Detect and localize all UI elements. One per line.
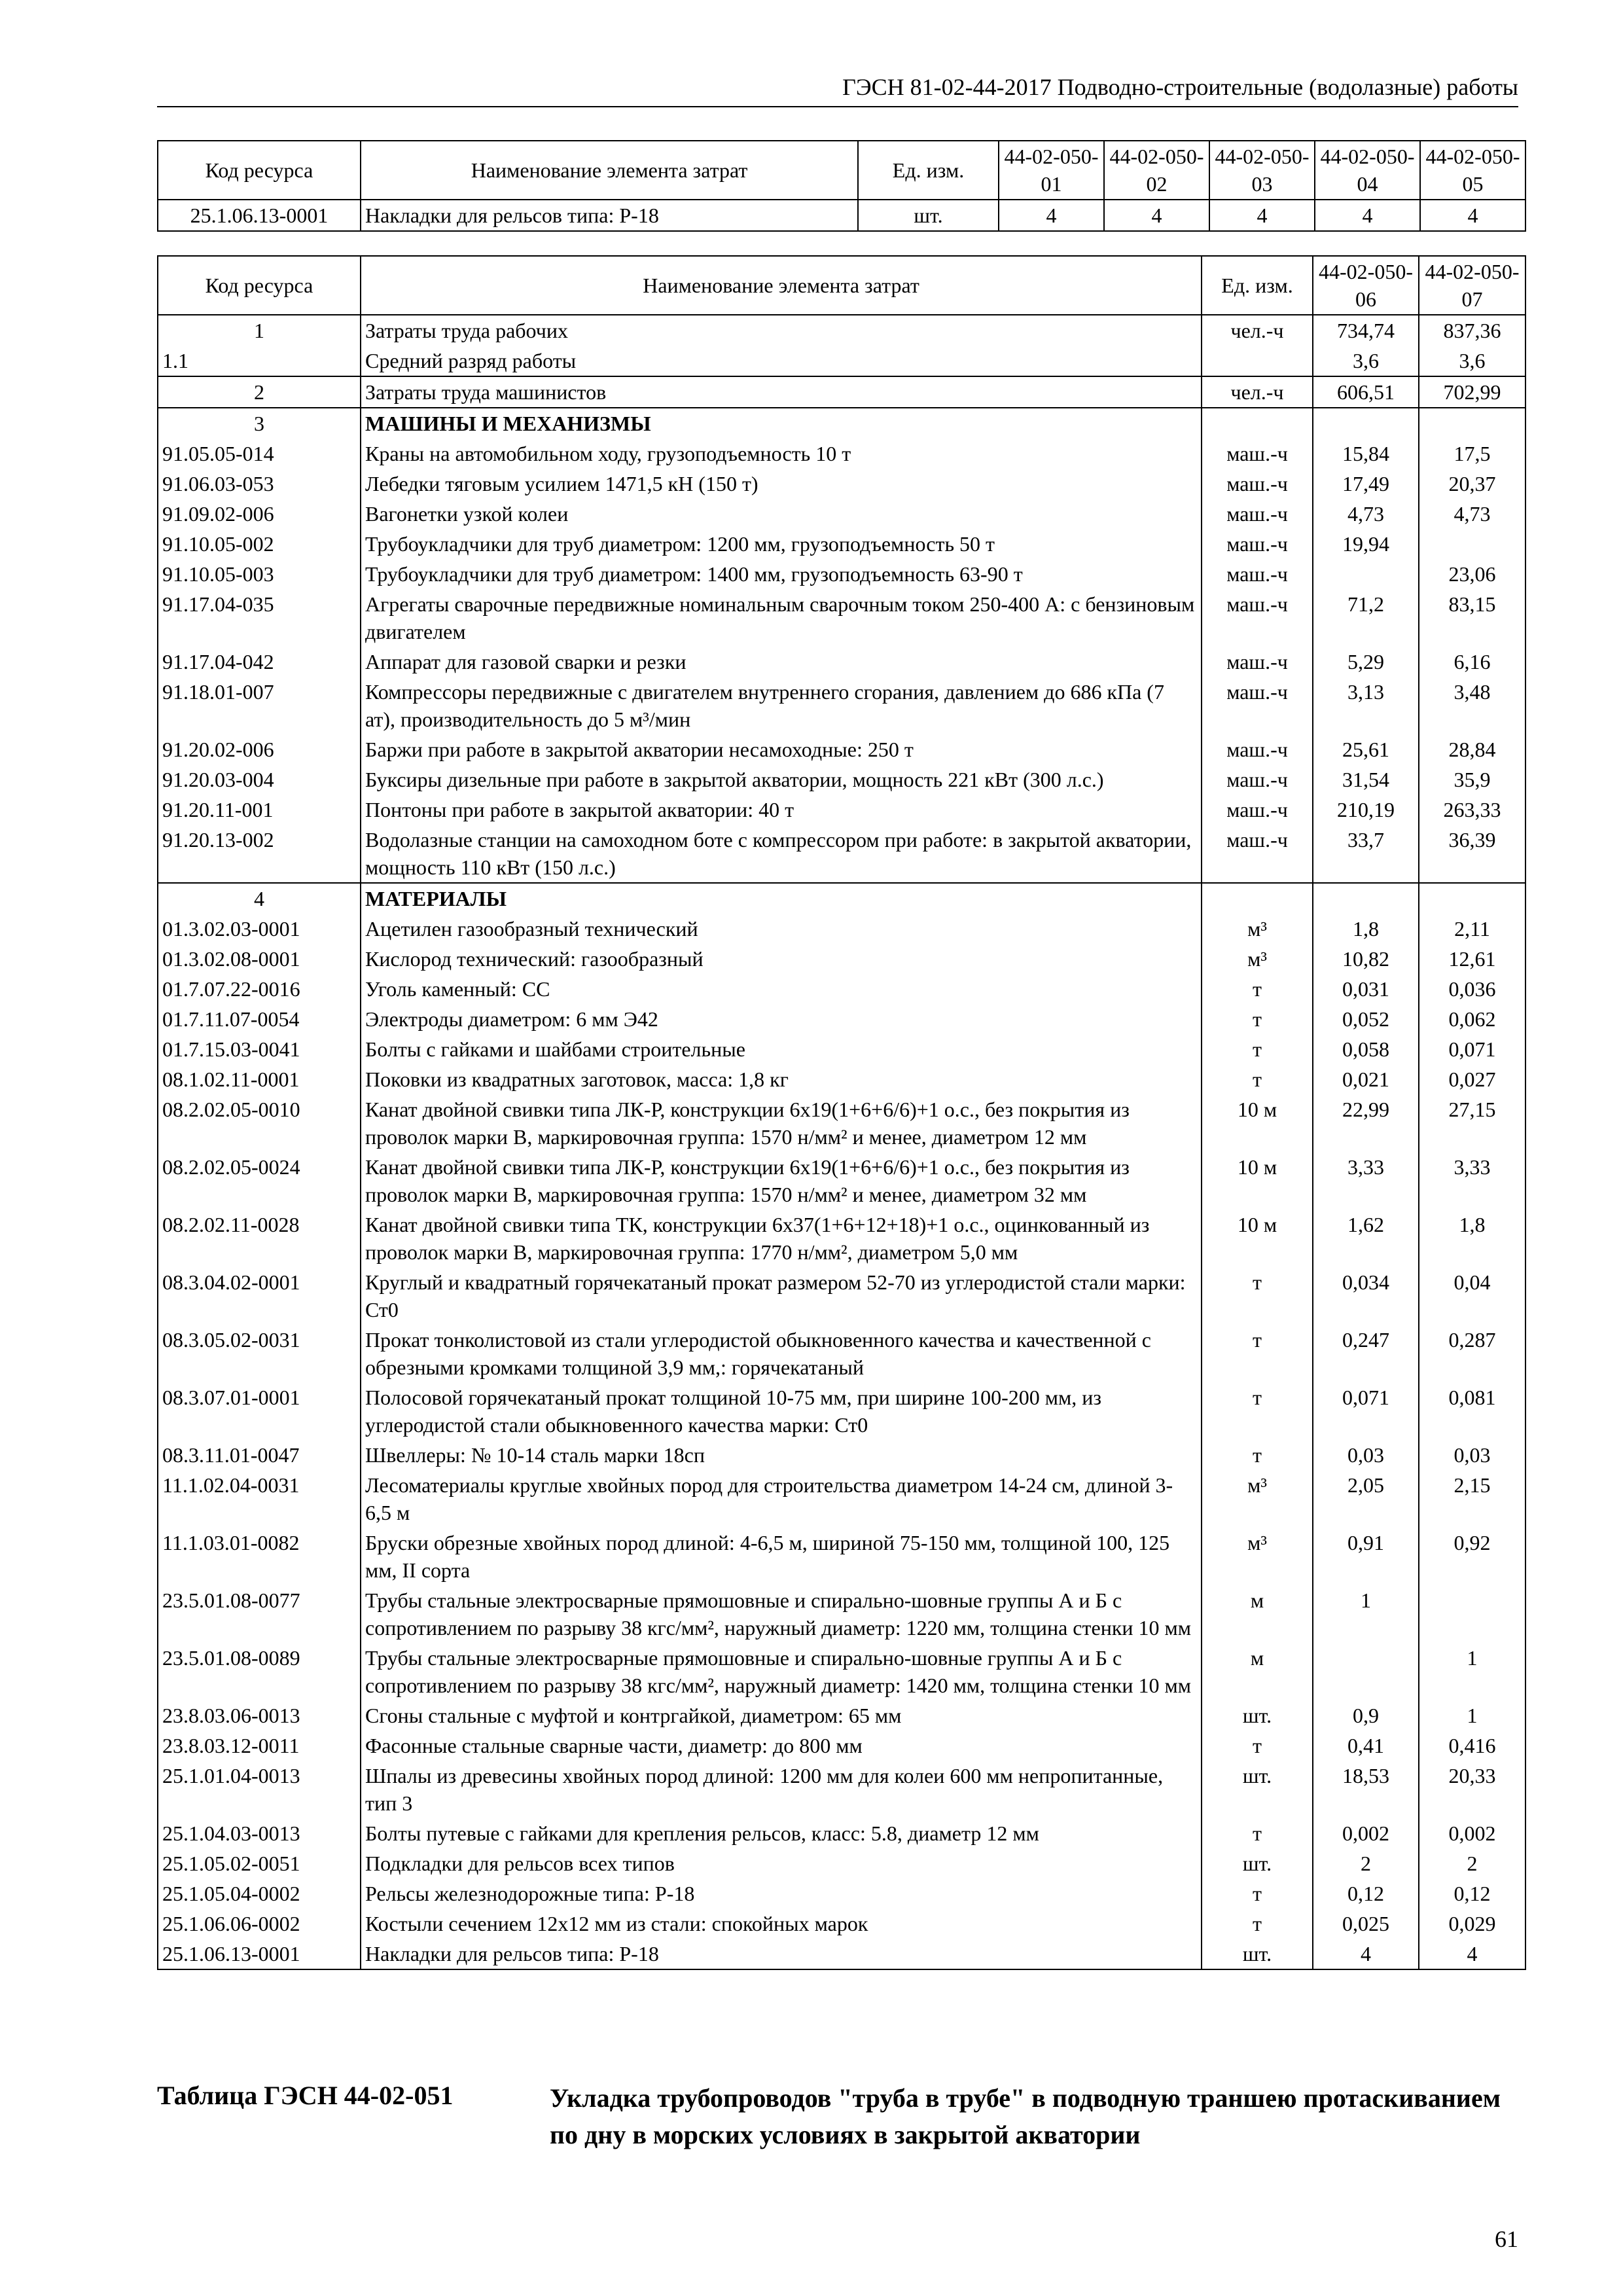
table-cell: 0,025 xyxy=(1313,1909,1419,1939)
table-cell: 4 xyxy=(1420,200,1525,231)
table-cell: маш.-ч xyxy=(1202,825,1313,883)
table-cell: Ацетилен газообразный технический xyxy=(361,914,1202,944)
table-cell: 0,062 xyxy=(1419,1004,1525,1034)
table-cell: 17,5 xyxy=(1419,439,1525,469)
table-cell: Прокат тонколистовой из стали углеродистой обыкновенного качества и качественной с обрезными кромками толщиной 3,9 мм,: горячекатаный xyxy=(361,1325,1202,1382)
table-cell: 08.2.02.11-0028 xyxy=(158,1210,361,1267)
table-cell: 0,03 xyxy=(1313,1440,1419,1470)
table-cell: 702,99 xyxy=(1419,376,1525,408)
table-cell: т xyxy=(1202,1004,1313,1034)
table-row xyxy=(158,914,1525,944)
table-cell: 91.20.11-001 xyxy=(158,795,361,825)
table-cell: т xyxy=(1202,1818,1313,1848)
table-cell xyxy=(1419,408,1525,439)
table-cell: 3,6 xyxy=(1419,346,1525,376)
table-cell: маш.-ч xyxy=(1202,647,1313,677)
table-cell: 31,54 xyxy=(1313,764,1419,795)
table-row xyxy=(158,1034,1525,1064)
table-caption-title: Укладка трубопроводов "труба в трубе" в подводную траншею протаскиванием по дну в морских условиях в закрытой акватории xyxy=(550,2083,1501,2149)
table-cell: Компрессоры передвижные с двигателем внутреннего сгорания, давлением до 686 кПа (7 ат), производительность до 5 м³/мин xyxy=(361,677,1202,734)
table-cell: т xyxy=(1202,1267,1313,1325)
table-cell: т xyxy=(1202,1064,1313,1094)
table-cell: 10 м xyxy=(1202,1152,1313,1210)
table-cell: Трубы стальные электросварные прямошовные и спирально-шовные группы А и Б с сопротивлением по разрыву 38 кгс/мм², наружный диаметр: 1220 мм, толщина стенки 10 мм xyxy=(361,1585,1202,1643)
table-cell: 3,6 xyxy=(1313,346,1419,376)
table-cell: Рельсы железнодорожные типа: Р-18 xyxy=(361,1878,1202,1909)
table-cell: 0,12 xyxy=(1419,1878,1525,1909)
table-cell: маш.-ч xyxy=(1202,795,1313,825)
column-header: 44-02-050-07 xyxy=(1419,256,1525,315)
table-cell: чел.-ч xyxy=(1202,376,1313,408)
table-cell: 25.1.01.04-0013 xyxy=(158,1761,361,1818)
table-cell: 08.3.07.01-0001 xyxy=(158,1382,361,1440)
table-cell: 2,11 xyxy=(1419,914,1525,944)
table-cell: маш.-ч xyxy=(1202,589,1313,647)
table-cell: 36,39 xyxy=(1419,825,1525,883)
table-cell: маш.-ч xyxy=(1202,499,1313,529)
table-cell: 0,9 xyxy=(1313,1700,1419,1731)
table-cell: чел.-ч xyxy=(1202,315,1313,346)
table-cell: 2,05 xyxy=(1313,1470,1419,1528)
table-cell: 19,94 xyxy=(1313,529,1419,559)
table-cell: МАШИНЫ И МЕХАНИЗМЫ xyxy=(361,408,1202,439)
table-row xyxy=(158,1325,1525,1382)
column-header: Ед. изм. xyxy=(858,141,999,200)
table-cell: 10,82 xyxy=(1313,944,1419,974)
table-row xyxy=(158,1152,1525,1210)
header-rule xyxy=(157,106,1518,107)
table-row xyxy=(158,974,1525,1004)
column-header: 44-02-050-02 xyxy=(1104,141,1209,200)
table-cell: 08.3.05.02-0031 xyxy=(158,1325,361,1382)
table-row xyxy=(158,647,1525,677)
table-row xyxy=(158,825,1525,883)
table-cell: 23.5.01.08-0089 xyxy=(158,1643,361,1700)
column-header: Код ресурса xyxy=(158,256,361,315)
table-cell xyxy=(1202,408,1313,439)
table-cell: 91.10.05-002 xyxy=(158,529,361,559)
table-row xyxy=(158,734,1525,764)
table-cell: 25.1.06.13-0001 xyxy=(158,1939,361,1969)
table-cell: 1.1 xyxy=(158,346,361,376)
table-row xyxy=(158,1761,1525,1818)
table-cell: 10 м xyxy=(1202,1210,1313,1267)
table-cell: Канат двойной свивки типа ТК, конструкции 6х37(1+6+12+18)+1 о.с., оцинкованный из проволок марки В, маркировочная группа: 1770 н/мм², диаметром 5,0 мм xyxy=(361,1210,1202,1267)
table-cell: Краны на автомобильном ходу, грузоподъемность 10 т xyxy=(361,439,1202,469)
table-cell: 210,19 xyxy=(1313,795,1419,825)
table-cell: 4 xyxy=(999,200,1104,231)
column-header: 44-02-050-01 xyxy=(999,141,1104,200)
table-cell: т xyxy=(1202,1325,1313,1382)
table-row xyxy=(158,677,1525,734)
table-cell: маш.-ч xyxy=(1202,677,1313,734)
table-cell: 1,8 xyxy=(1313,914,1419,944)
table-cell: шт. xyxy=(1202,1761,1313,1818)
table-cell: 263,33 xyxy=(1419,795,1525,825)
table-cell: 25.1.04.03-0013 xyxy=(158,1818,361,1848)
table-row xyxy=(158,1064,1525,1094)
table-cell: 01.3.02.08-0001 xyxy=(158,944,361,974)
table-cell: т xyxy=(1202,1731,1313,1761)
table-cell: 08.1.02.11-0001 xyxy=(158,1064,361,1094)
table-cell: 0,029 xyxy=(1419,1909,1525,1939)
table-cell: Накладки для рельсов типа: Р-18 xyxy=(361,1939,1202,1969)
table-cell: шт. xyxy=(1202,1700,1313,1731)
table-row xyxy=(158,346,1525,376)
table-cell: маш.-ч xyxy=(1202,764,1313,795)
table-row xyxy=(158,408,1525,439)
table-cell xyxy=(1419,529,1525,559)
table-cell: 83,15 xyxy=(1419,589,1525,647)
table-cell: 3,13 xyxy=(1313,677,1419,734)
table-cell: 91.20.03-004 xyxy=(158,764,361,795)
table-row xyxy=(158,1848,1525,1878)
table-row xyxy=(158,1004,1525,1034)
column-header: 44-02-050-05 xyxy=(1420,141,1525,200)
table-cell: т xyxy=(1202,974,1313,1004)
column-header: Ед. изм. xyxy=(1202,256,1313,315)
resource-table-050-01-05 xyxy=(157,140,1526,232)
table-cell: Фасонные стальные сварные части, диаметр: до 800 мм xyxy=(361,1731,1202,1761)
table-row xyxy=(158,764,1525,795)
table-cell: маш.-ч xyxy=(1202,439,1313,469)
table-cell: 4 xyxy=(158,883,361,914)
table-row xyxy=(158,439,1525,469)
table-row xyxy=(158,1643,1525,1700)
table-cell: 0,12 xyxy=(1313,1878,1419,1909)
table-cell xyxy=(1313,408,1419,439)
table-row xyxy=(158,529,1525,559)
table-cell: 18,53 xyxy=(1313,1761,1419,1818)
table-cell: маш.-ч xyxy=(1202,734,1313,764)
table-cell: Болты путевые с гайками для крепления рельсов, класс: 5.8, диаметр 12 мм xyxy=(361,1818,1202,1848)
table-cell: Трубоукладчики для труб диаметром: 1200 мм, грузоподъемность 50 т xyxy=(361,529,1202,559)
table-row xyxy=(158,1731,1525,1761)
table-cell xyxy=(1202,883,1313,914)
table-cell: 23.8.03.06-0013 xyxy=(158,1700,361,1731)
table-cell xyxy=(1202,346,1313,376)
table-cell: 0,92 xyxy=(1419,1528,1525,1585)
table-row xyxy=(158,499,1525,529)
table-cell: м xyxy=(1202,1643,1313,1700)
table-cell: 91.06.03-053 xyxy=(158,469,361,499)
column-header: 44-02-050-03 xyxy=(1209,141,1315,200)
table-cell: 28,84 xyxy=(1419,734,1525,764)
table-cell: 91.20.13-002 xyxy=(158,825,361,883)
table-cell xyxy=(1419,1585,1525,1643)
table-cell: 2 xyxy=(1419,1848,1525,1878)
table-cell: Канат двойной свивки типа ЛК-Р, конструкции 6х19(1+6+6/6)+1 о.с., без покрытия из проволок марки В, маркировочная группа: 1570 н/мм² и менее, диаметром 32 мм xyxy=(361,1152,1202,1210)
table-cell: 91.18.01-007 xyxy=(158,677,361,734)
table-cell: Затраты труда машинистов xyxy=(361,376,1202,408)
table-row xyxy=(158,1818,1525,1848)
table-cell: 23.5.01.08-0077 xyxy=(158,1585,361,1643)
table-cell: 01.3.02.03-0001 xyxy=(158,914,361,944)
table-cell: 23,06 xyxy=(1419,559,1525,589)
table-cell: 11.1.03.01-0082 xyxy=(158,1528,361,1585)
table-row xyxy=(158,795,1525,825)
table-cell: 20,37 xyxy=(1419,469,1525,499)
table-cell: 0,247 xyxy=(1313,1325,1419,1382)
table-cell: 35,9 xyxy=(1419,764,1525,795)
table-cell: 01.7.07.22-0016 xyxy=(158,974,361,1004)
table-cell: Буксиры дизельные при работе в закрытой акватории, мощность 221 кВт (300 л.с.) xyxy=(361,764,1202,795)
table-cell: Накладки для рельсов типа: Р-18 xyxy=(361,200,858,231)
table-cell: 01.7.11.07-0054 xyxy=(158,1004,361,1034)
table-cell: 0,287 xyxy=(1419,1325,1525,1382)
table-cell: 0,002 xyxy=(1419,1818,1525,1848)
table-row xyxy=(158,200,1525,231)
table-cell: Болты с гайками и шайбами строительные xyxy=(361,1034,1202,1064)
table-cell: шт. xyxy=(1202,1848,1313,1878)
table-row xyxy=(158,1585,1525,1643)
table-cell: Затраты труда рабочих xyxy=(361,315,1202,346)
table-cell: 25.1.05.02-0051 xyxy=(158,1848,361,1878)
table-cell: т xyxy=(1202,1440,1313,1470)
table-row xyxy=(158,944,1525,974)
table-row xyxy=(158,1382,1525,1440)
table-cell: 25.1.06.13-0001 xyxy=(158,200,361,231)
table-cell: Бруски обрезные хвойных пород длиной: 4-6,5 м, шириной 75-150 мм, толщиной 100, 125 мм, II сорта xyxy=(361,1528,1202,1585)
table-cell: 0,071 xyxy=(1419,1034,1525,1064)
table-row xyxy=(158,469,1525,499)
table-cell: м³ xyxy=(1202,1470,1313,1528)
table-row xyxy=(158,376,1525,408)
table-cell: 3 xyxy=(158,408,361,439)
column-header: 44-02-050-06 xyxy=(1313,256,1419,315)
table-cell: 91.05.05-014 xyxy=(158,439,361,469)
table-row xyxy=(158,1470,1525,1528)
table-cell: 25.1.06.06-0002 xyxy=(158,1909,361,1939)
table-cell: 1 xyxy=(1313,1585,1419,1643)
table-cell: Электроды диаметром: 6 мм Э42 xyxy=(361,1004,1202,1034)
table-cell: 4 xyxy=(1104,200,1209,231)
table-cell: Агрегаты сварочные передвижные номинальным сварочным током 250-400 А: с бензиновым двигателем xyxy=(361,589,1202,647)
table-cell: 2,15 xyxy=(1419,1470,1525,1528)
table-cell: Круглый и квадратный горячекатаный прокат размером 52-70 из углеродистой стали марки: Ст0 xyxy=(361,1267,1202,1325)
table-cell: Подкладки для рельсов всех типов xyxy=(361,1848,1202,1878)
table-cell: Средний разряд работы xyxy=(361,346,1202,376)
table-cell: 91.17.04-035 xyxy=(158,589,361,647)
table-cell: 08.2.02.05-0024 xyxy=(158,1152,361,1210)
table-cell: 4 xyxy=(1209,200,1315,231)
table-row xyxy=(158,1094,1525,1152)
table-cell: 3,33 xyxy=(1419,1152,1525,1210)
table-row xyxy=(158,1700,1525,1731)
table-row xyxy=(158,1939,1525,1969)
table-cell: Канат двойной свивки типа ЛК-Р, конструкции 6х19(1+6+6/6)+1 о.с., без покрытия из проволок марки В, маркировочная группа: 1570 н/мм² и менее, диаметром 12 мм xyxy=(361,1094,1202,1152)
table-cell: 0,031 xyxy=(1313,974,1419,1004)
resource-table-050-06-07 xyxy=(157,255,1526,1970)
table-cell: 4,73 xyxy=(1313,499,1419,529)
table-cell: Лесоматериалы круглые хвойных пород для строительства диаметром 14-24 см, длиной 3-6,5 м xyxy=(361,1470,1202,1528)
table-cell: 606,51 xyxy=(1313,376,1419,408)
table-row xyxy=(158,1440,1525,1470)
table-cell: 2 xyxy=(1313,1848,1419,1878)
table-row xyxy=(158,1909,1525,1939)
table-cell xyxy=(1313,559,1419,589)
table-cell: Водолазные станции на самоходном боте с компрессором при работе: в закрытой акватории, мощность 110 кВт (150 л.с.) xyxy=(361,825,1202,883)
table-cell: 10 м xyxy=(1202,1094,1313,1152)
table-cell: 4 xyxy=(1313,1939,1419,1969)
table-cell: 08.2.02.05-0010 xyxy=(158,1094,361,1152)
table-cell: Поковки из квадратных заготовок, масса: 1,8 кг xyxy=(361,1064,1202,1094)
table-cell: 08.3.11.01-0047 xyxy=(158,1440,361,1470)
table-cell: 91.20.02-006 xyxy=(158,734,361,764)
table-cell: шт. xyxy=(1202,1939,1313,1969)
table-cell: 0,04 xyxy=(1419,1267,1525,1325)
table-cell: 22,99 xyxy=(1313,1094,1419,1152)
table-cell: Костыли сечением 12х12 мм из стали: спокойных марок xyxy=(361,1909,1202,1939)
table-cell: маш.-ч xyxy=(1202,469,1313,499)
table-cell: 27,15 xyxy=(1419,1094,1525,1152)
table-cell: 01.7.15.03-0041 xyxy=(158,1034,361,1064)
table-row xyxy=(158,1267,1525,1325)
table-cell: 91.17.04-042 xyxy=(158,647,361,677)
table-cell: т xyxy=(1202,1878,1313,1909)
running-header: ГЭСН 81-02-44-2017 Подводно-строительные (водолазные) работы xyxy=(842,74,1518,100)
table-cell: 0,416 xyxy=(1419,1731,1525,1761)
table-cell: 11.1.02.04-0031 xyxy=(158,1470,361,1528)
table-cell: 5,29 xyxy=(1313,647,1419,677)
table-cell xyxy=(1313,883,1419,914)
table-cell: 0,081 xyxy=(1419,1382,1525,1440)
table-row xyxy=(158,589,1525,647)
table-cell: Трубы стальные электросварные прямошовные и спирально-шовные группы А и Б с сопротивлением по разрыву 38 кгс/мм², наружный диаметр: 1420 мм, толщина стенки 10 мм xyxy=(361,1643,1202,1700)
table-cell: Швеллеры: № 10-14 сталь марки 18сп xyxy=(361,1440,1202,1470)
table-cell: 12,61 xyxy=(1419,944,1525,974)
table-cell: 20,33 xyxy=(1419,1761,1525,1818)
table-cell: Уголь каменный: СС xyxy=(361,974,1202,1004)
table-cell: Вагонетки узкой колеи xyxy=(361,499,1202,529)
table-cell: 3,48 xyxy=(1419,677,1525,734)
table-cell: Сгоны стальные с муфтой и контргайкой, диаметром: 65 мм xyxy=(361,1700,1202,1731)
table-cell: 0,03 xyxy=(1419,1440,1525,1470)
table-cell: 0,027 xyxy=(1419,1064,1525,1094)
table-cell: 4,73 xyxy=(1419,499,1525,529)
table-cell: Трубоукладчики для труб диаметром: 1400 мм, грузоподъемность 63-90 т xyxy=(361,559,1202,589)
table-cell: м³ xyxy=(1202,944,1313,974)
table-cell: 71,2 xyxy=(1313,589,1419,647)
table-cell: Баржи при работе в закрытой акватории несамоходные: 250 т xyxy=(361,734,1202,764)
table-cell: 17,49 xyxy=(1313,469,1419,499)
table-cell: 15,84 xyxy=(1313,439,1419,469)
table-cell: Полосовой горячекатаный прокат толщиной 10-75 мм, при ширине 100-200 мм, из углеродистой стали обыкновенного качества марки: Ст0 xyxy=(361,1382,1202,1440)
table-cell xyxy=(1419,883,1525,914)
table-cell: Аппарат для газовой сварки и резки xyxy=(361,647,1202,677)
table-cell: 1 xyxy=(1419,1643,1525,1700)
table-cell: 0,034 xyxy=(1313,1267,1419,1325)
table-cell: Шпалы из древесины хвойных пород длиной: 1200 мм для колеи 600 мм непропитанные, тип 3 xyxy=(361,1761,1202,1818)
table-cell: 0,41 xyxy=(1313,1731,1419,1761)
column-header: Код ресурса xyxy=(158,141,361,200)
table-cell: м³ xyxy=(1202,1528,1313,1585)
table-cell: 25,61 xyxy=(1313,734,1419,764)
table-cell: 0,058 xyxy=(1313,1034,1419,1064)
table-cell: 25.1.05.04-0002 xyxy=(158,1878,361,1909)
table-cell: 734,74 xyxy=(1313,315,1419,346)
table-cell: маш.-ч xyxy=(1202,529,1313,559)
table-row xyxy=(158,1878,1525,1909)
table-cell: 0,071 xyxy=(1313,1382,1419,1440)
table-cell: 2 xyxy=(158,376,361,408)
table-row xyxy=(158,315,1525,346)
table-cell: 0,021 xyxy=(1313,1064,1419,1094)
table-cell: 1,62 xyxy=(1313,1210,1419,1267)
column-header: Наименование элемента затрат xyxy=(361,141,858,200)
table-cell: 6,16 xyxy=(1419,647,1525,677)
column-header: 44-02-050-04 xyxy=(1315,141,1420,200)
table-cell: т xyxy=(1202,1034,1313,1064)
table-cell: Кислород технический: газообразный xyxy=(361,944,1202,974)
page-number: 61 xyxy=(1495,2226,1518,2252)
table-cell: т xyxy=(1202,1382,1313,1440)
table-cell: 0,036 xyxy=(1419,974,1525,1004)
table-row xyxy=(158,1210,1525,1267)
table-cell: 33,7 xyxy=(1313,825,1419,883)
table-cell: шт. xyxy=(858,200,999,231)
table-cell: 23.8.03.12-0011 xyxy=(158,1731,361,1761)
table-cell: 1,8 xyxy=(1419,1210,1525,1267)
table-row xyxy=(158,1528,1525,1585)
table-cell: 08.3.04.02-0001 xyxy=(158,1267,361,1325)
table-row xyxy=(158,883,1525,914)
table-cell: т xyxy=(1202,1909,1313,1939)
table-cell: Понтоны при работе в закрытой акватории: 40 т xyxy=(361,795,1202,825)
table-cell: МАТЕРИАЛЫ xyxy=(361,883,1202,914)
table-cell: 91.10.05-003 xyxy=(158,559,361,589)
column-header: Наименование элемента затрат xyxy=(361,256,1202,315)
table-cell: 837,36 xyxy=(1419,315,1525,346)
table-caption-label: Таблица ГЭСН 44-02-051 xyxy=(157,2081,454,2110)
table-cell: 1 xyxy=(158,315,361,346)
table-cell: 1 xyxy=(1419,1700,1525,1731)
table-cell: Лебедки тяговым усилием 1471,5 кН (150 т) xyxy=(361,469,1202,499)
table-cell: м xyxy=(1202,1585,1313,1643)
table-cell: м³ xyxy=(1202,914,1313,944)
table-cell: 0,91 xyxy=(1313,1528,1419,1585)
table-cell: 3,33 xyxy=(1313,1152,1419,1210)
table-cell: 4 xyxy=(1419,1939,1525,1969)
table-cell: 4 xyxy=(1315,200,1420,231)
table-row xyxy=(158,559,1525,589)
table-cell: 0,052 xyxy=(1313,1004,1419,1034)
table-cell xyxy=(1313,1643,1419,1700)
table-cell: 91.09.02-006 xyxy=(158,499,361,529)
table-cell: 0,002 xyxy=(1313,1818,1419,1848)
table-cell: маш.-ч xyxy=(1202,559,1313,589)
